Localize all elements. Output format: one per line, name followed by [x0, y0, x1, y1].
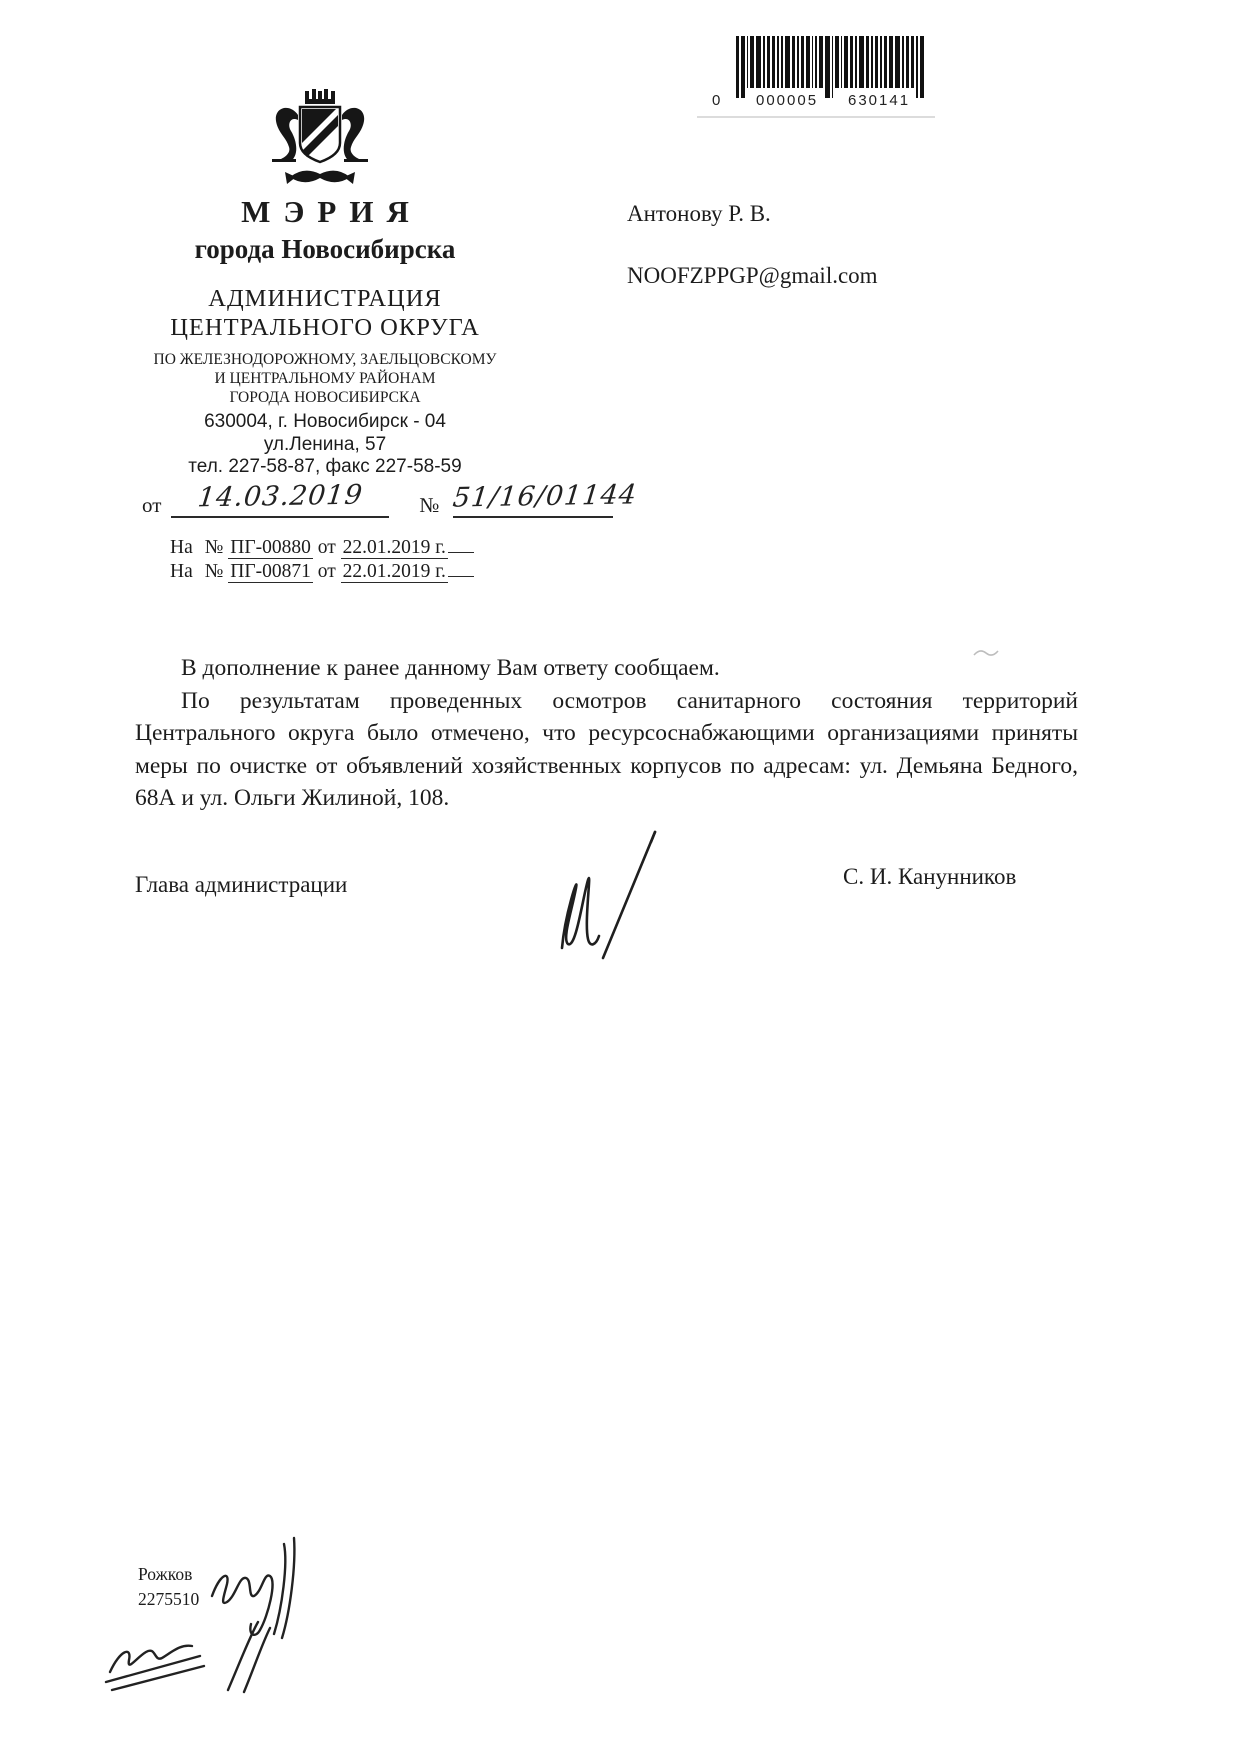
executor-name: Рожков: [138, 1564, 193, 1584]
recipient-name: Антонову Р. В.: [627, 201, 771, 226]
handwritten-signature-icon: [535, 826, 700, 968]
barcode-digit-group1: 000005: [756, 92, 819, 109]
signer-name: С. И. Канунников: [843, 864, 1017, 889]
incoming-reference-1: [170, 536, 474, 560]
from-label: от: [142, 493, 162, 517]
incoming-date: 22.01.2019 г.: [342, 561, 446, 582]
document-barcode: [690, 36, 935, 114]
number-sign: №: [204, 561, 224, 582]
address-street: ул.Ленина, 57: [263, 433, 387, 455]
incoming-reference-2: [170, 560, 474, 584]
scan-line-artifact: [697, 116, 935, 118]
scan-artifact: [972, 646, 1006, 660]
outgoing-date-field: [171, 479, 389, 518]
letterhead: [45, 194, 605, 479]
number-sign-label: №: [419, 493, 440, 517]
district-line3: ГОРОДА НОВОСИБИРСКА: [229, 389, 421, 406]
department-line1: АДМИНИСТРАЦИЯ: [208, 285, 442, 312]
district-line2: И ЦЕНТРАЛЬНОМУ РАЙОНАМ: [214, 370, 436, 387]
recipient-email: NOOFZPPGP@gmail.com: [627, 263, 878, 288]
ot-label: от: [317, 537, 336, 558]
handwritten-date: 14.03.2019: [196, 479, 365, 514]
handwritten-strike-signature-icon: [100, 1616, 305, 1701]
barcode-digit-group2: 630141: [848, 92, 911, 109]
incoming-number: ПГ-00880: [230, 537, 311, 558]
barcode-bars-icon: [736, 36, 926, 98]
org-name-line2: города Новосибирска: [194, 234, 456, 264]
ot-label: от: [317, 561, 336, 582]
body-paragraph-1: В дополнение к ранее данному Вам ответу сообщаем.: [181, 655, 720, 681]
letter-body: [135, 652, 1078, 815]
signer-position: Глава администрации: [135, 872, 348, 897]
department-line2: ЦЕНТРАЛЬНОГО ОКРУГА: [170, 314, 480, 341]
incoming-number: ПГ-00871: [230, 561, 311, 582]
outgoing-number-field: [451, 479, 640, 518]
handwritten-number: 51/16/01144: [451, 479, 640, 514]
org-name-line1: МЭРИЯ: [241, 194, 422, 229]
district-line1: ПО ЖЕЛЕЗНОДОРОЖНОМУ, ЗАЕЛЬЦОВСКОМУ: [153, 351, 497, 368]
address-postal: 630004, г. Новосибирск - 04: [204, 411, 446, 432]
na-label: На: [170, 537, 193, 558]
novosibirsk-coat-of-arms-icon: [252, 88, 388, 194]
incoming-references: [170, 536, 474, 584]
outgoing-reference-line: [142, 479, 640, 518]
address-phone-fax: тел. 227-58-87, факс 227-58-59: [188, 456, 462, 477]
incoming-date: 22.01.2019 г.: [342, 537, 446, 558]
executor-block: [138, 1562, 199, 1612]
body-paragraph-2: По результатам проведенных осмотров санитарного состояния территорий Центрального округа было отмечено, что ресурсоснабжающими организациями приняты меры по очистке от объявлений хозяйственных корпусов по адресам: ул. Демьяна Бедного, 68А и ул. Ольги Жилиной, 108.: [135, 687, 1078, 812]
number-sign: №: [204, 537, 224, 558]
barcode-digit-left: 0: [712, 92, 723, 109]
na-label: На: [170, 561, 193, 582]
executor-phone: 2275510: [138, 1589, 200, 1609]
